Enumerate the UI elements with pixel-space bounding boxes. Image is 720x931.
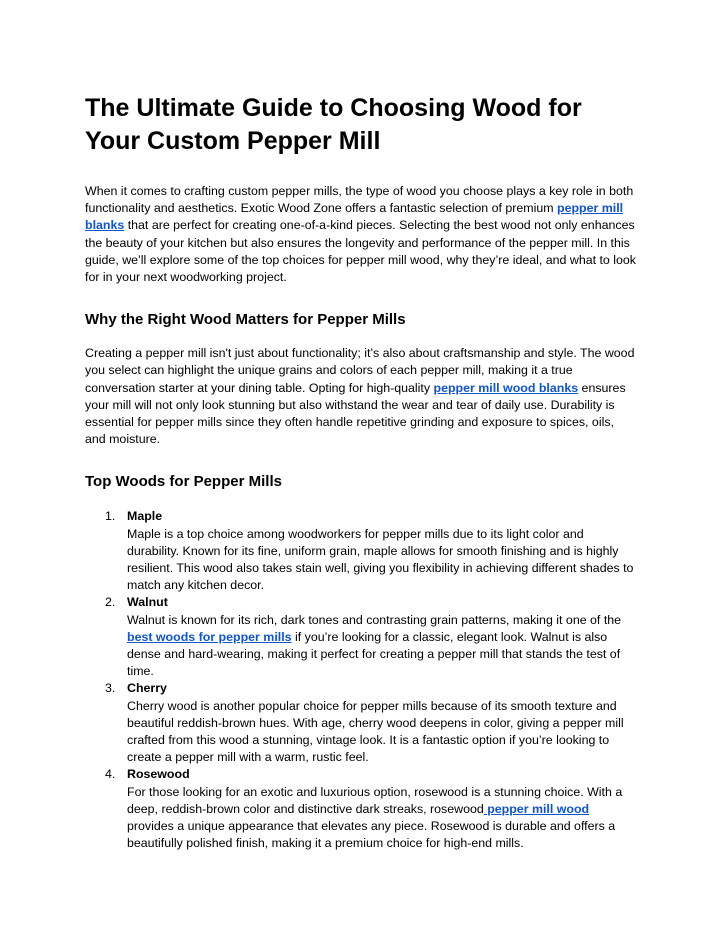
list-item-cherry bbox=[85, 680, 637, 766]
item-title-maple: Maple bbox=[127, 509, 163, 524]
document-page bbox=[85, 92, 637, 853]
pepper-mill-wood-link[interactable]: pepper mill wood bbox=[483, 801, 590, 816]
section-heading-why: Why the Right Wood Matters for Pepper Mills bbox=[85, 311, 406, 329]
best-woods-link[interactable]: best woods for pepper mills bbox=[127, 629, 292, 644]
item-text-rosewood-2: provides a unique appearance that elevates any piece. Rosewood is durable and offers a beautifully polished finish, making it a premium choice for high-end mills. bbox=[127, 819, 616, 851]
why-paragraph bbox=[85, 345, 637, 448]
list-item-walnut bbox=[85, 594, 637, 680]
section-heading-top-woods: Top Woods for Pepper Mills bbox=[85, 473, 282, 491]
list-number: 2. bbox=[105, 595, 116, 610]
woods-list bbox=[85, 508, 637, 852]
list-number: 4. bbox=[105, 767, 116, 782]
list-number: 3. bbox=[105, 681, 116, 696]
item-text-walnut-2: if you’re looking for a classic, elegant look. Walnut is also dense and hard-wearing, making it perfect for creating a pepper mill that stands the test of time. bbox=[127, 629, 621, 679]
pepper-mill-wood-blanks-link[interactable]: pepper mill wood blanks bbox=[433, 380, 579, 395]
list-item-rosewood bbox=[85, 766, 637, 852]
item-text-maple: Maple is a top choice among woodworkers for pepper mills due to its light color and durability. Known for its fine, uniform grain, maple allows for smooth finishing and is highly resilient. This wood also takes stain well, giving you flexibility in achieving different shades to match any kitchen decor. bbox=[127, 526, 634, 593]
list-number: 1. bbox=[105, 509, 116, 524]
list-item-maple bbox=[85, 508, 637, 594]
intro-text-2: that are perfect for creating one-of-a-kind pieces. Selecting the best wood not only enhances the beauty of your kitchen but also ensures the longevity and performance of the pepper mill. In this guide, we’ll explore some of the top choices for pepper mill wood, why they’re ideal, and what to look for in your next woodworking project. bbox=[85, 218, 636, 285]
page-title: The Ultimate Guide to Choosing Wood for Your Custom Pepper Mill bbox=[85, 94, 582, 155]
item-text-walnut-1: Walnut is known for its rich, dark tones and contrasting grain patterns, making it one of the bbox=[127, 612, 622, 627]
intro-text-1: When it comes to crafting custom pepper mills, the type of wood you choose plays a key role in both functionality and aesthetics. Exotic Wood Zone offers a fantastic selection of premium bbox=[85, 184, 634, 216]
item-title-cherry: Cherry bbox=[127, 681, 167, 696]
item-title-walnut: Walnut bbox=[127, 595, 168, 610]
why-text-2: ensures your mill will not only look stunning but also withstand the wear and tear of daily use. Durability is essential for pepper mills since they often handle repetitive grinding and exposure to spices, oils, and moisture. bbox=[85, 380, 626, 447]
item-text-rosewood-1: For those looking for an exotic and luxurious option, rosewood is a stunning choice. With a deep, reddish-brown color and distinctive dark streaks, rosewood bbox=[127, 784, 623, 816]
pepper-mill-blanks-link[interactable]: pepper mill blanks bbox=[85, 201, 624, 233]
intro-paragraph bbox=[85, 183, 637, 286]
item-text-cherry: Cherry wood is another popular choice for pepper mills because of its smooth texture and beautiful reddish-brown hues. With age, cherry wood deepens in color, giving a pepper mill crafted from this wood a stunning, vintage look. It is a fantastic option if you’re looking to create a pepper mill with a warm, rustic feel. bbox=[127, 698, 624, 765]
item-title-rosewood: Rosewood bbox=[127, 767, 190, 782]
why-text-1: Creating a pepper mill isn't just about functionality; it’s also about craftsmanship and style. The wood you select can highlight the unique grains and colors of each pepper mill, making it a true conversation starter at your dining table. Opting for high-quality bbox=[85, 346, 635, 395]
